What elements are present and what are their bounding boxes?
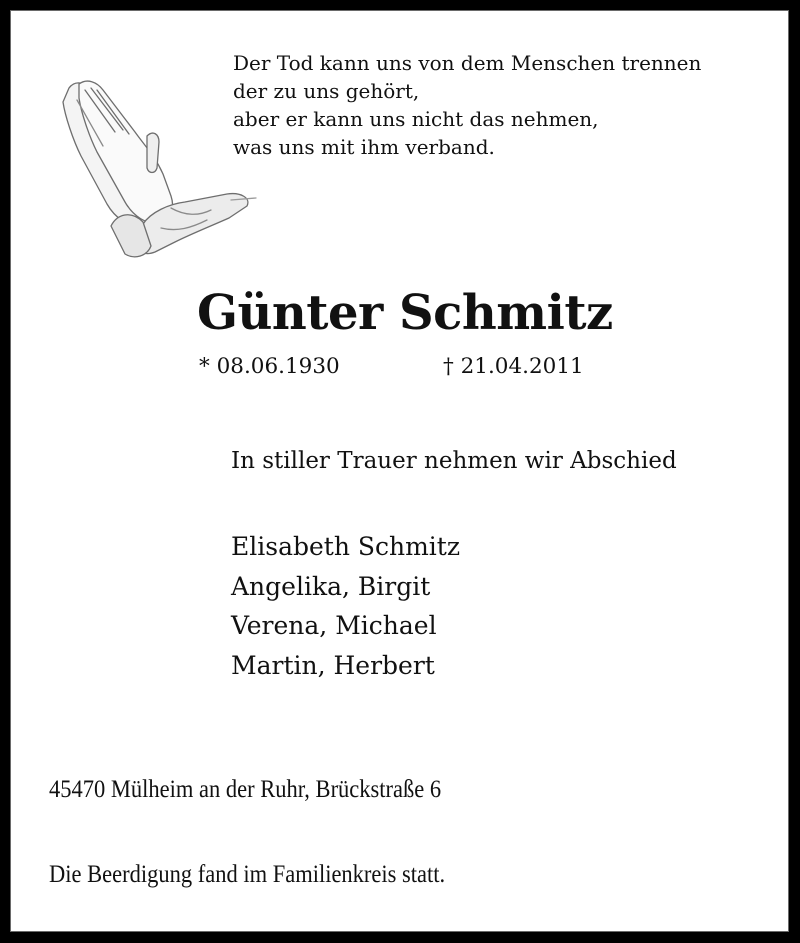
mourner-name: Martin, Herbert [231,650,435,680]
mourner-name: Angelika, Birgit [231,571,431,601]
poem-line: was uns mit ihm verband. [233,135,495,159]
funeral-note: Die Beerdigung fand im Familienkreis statt. [49,861,446,888]
poem-line: aber er kann uns nicht das nehmen, [233,107,599,131]
mourner-name: Verena, Michael [231,611,437,640]
death-date: † 21.04.2011 [443,354,584,379]
deceased-name: Günter Schmitz [197,285,613,341]
mourning-line: In stiller Trauer nehmen wir Abschied [231,448,677,474]
life-dates [199,354,584,379]
poem-line: Der Tod kann uns von dem Menschen trennen [233,51,702,75]
address: 45470 Mülheim an der Ruhr, Brückstraße 6 [49,776,442,803]
poem-line: der zu uns gehört, [233,79,420,103]
mourners-list [231,527,460,685]
birth-date: * 08.06.1930 [199,354,340,379]
obituary-page [10,10,789,932]
mourner-name: Elisabeth Schmitz [231,532,461,561]
praying-hands-icon [51,76,261,266]
poem [233,49,701,161]
